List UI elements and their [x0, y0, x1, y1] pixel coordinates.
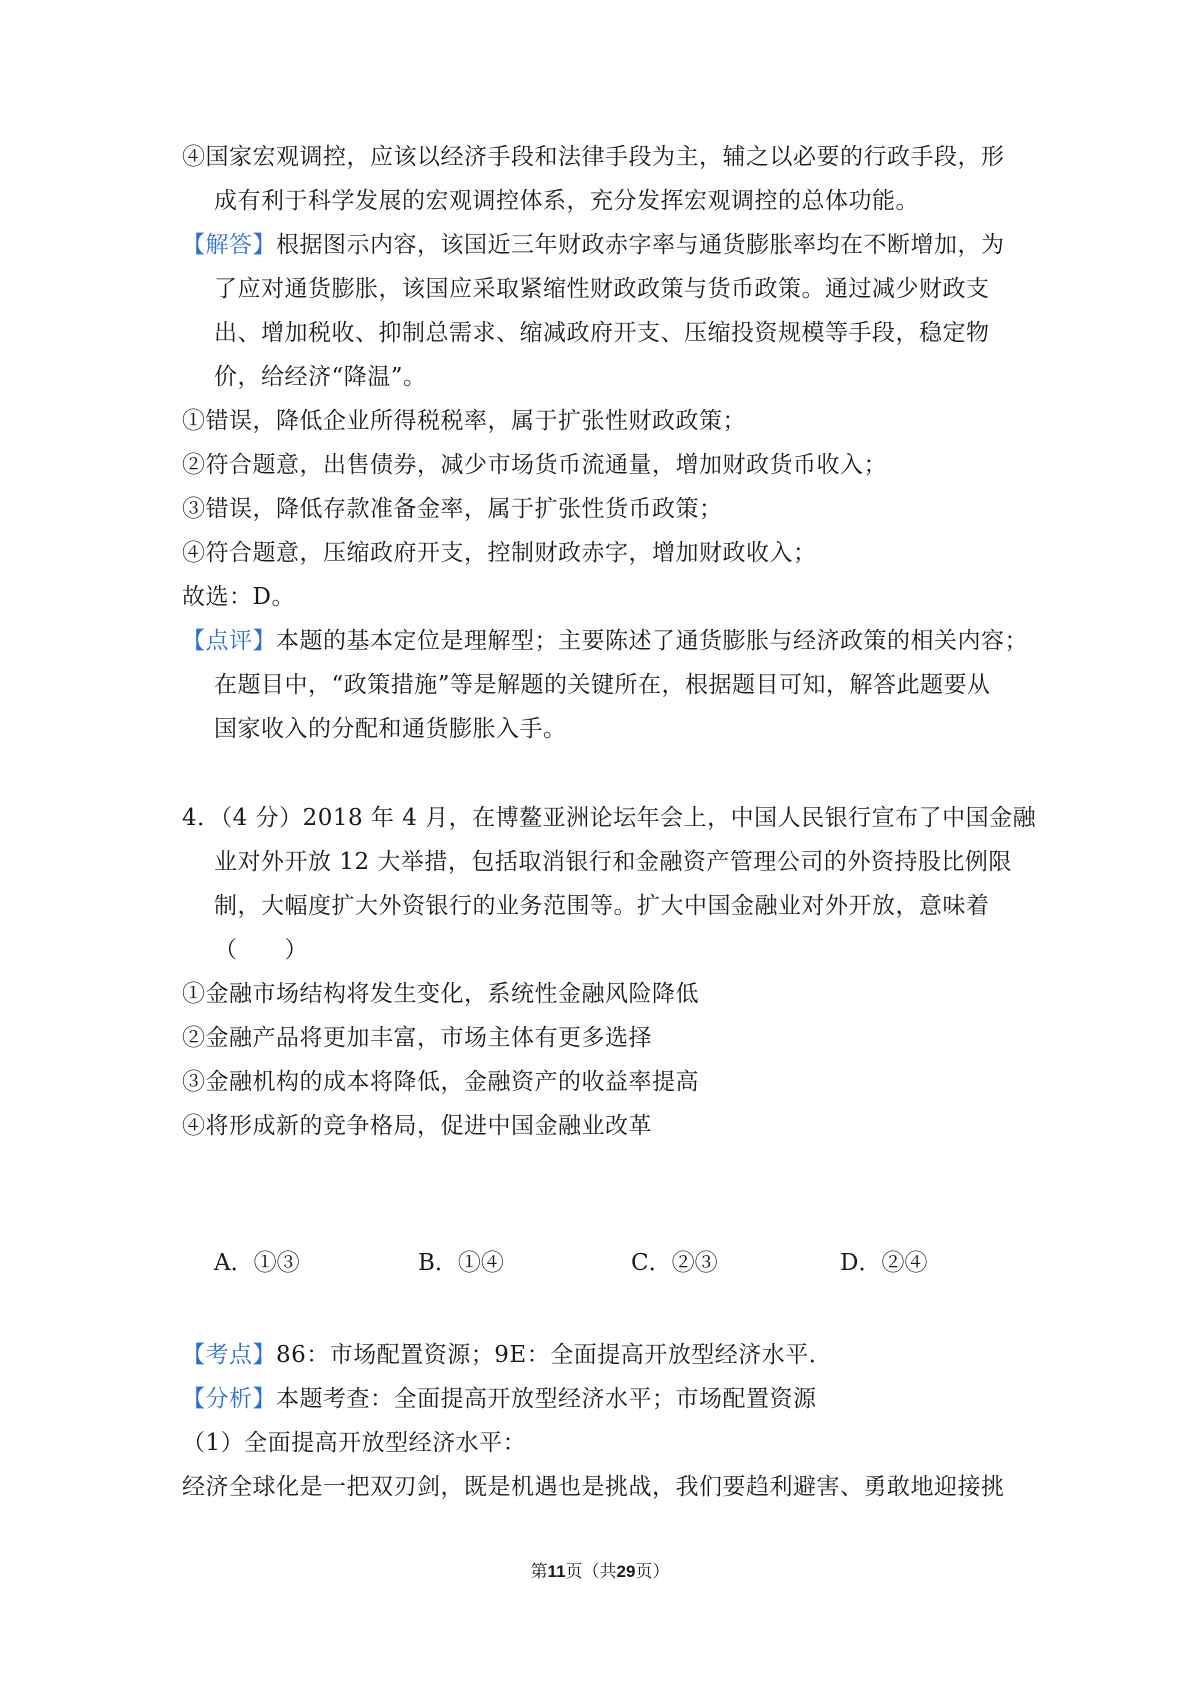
text-line: 在题目中，“政策措施”等是解题的关键所在，根据题目可知，解答此题要从 — [214, 672, 991, 698]
page-number: 11 — [547, 1562, 566, 1581]
keypoint-tag: 【考点】 — [182, 1342, 276, 1368]
text-line: ③错误，降低存款准备金率，属于扩张性货币政策； — [182, 496, 723, 522]
statement-2: ②金融产品将更加丰富，市场主体有更多选择 — [182, 1025, 652, 1051]
text-line: ④符合题意，压缩政府开支，控制财政赤字，增加财政收入； — [182, 540, 817, 566]
analysis-paragraph: 【分析】本题考查：全面提高开放型经济水平；市场配置资源 — [182, 1386, 817, 1412]
option-d: D．②④ — [840, 1250, 928, 1276]
text-line: 制，大幅度扩大外资银行的业务范围等。扩大中国金融业对外开放，意味着 — [214, 893, 990, 919]
statement-1: ①金融市场结构将发生变化，系统性金融风险降低 — [182, 981, 699, 1007]
text-line: 经济全球化是一把双刃剑，既是机遇也是挑战，我们要趋利避害、勇敢地迎接挑 — [182, 1474, 1005, 1500]
question-stem: 4．（4 分）2018 年 4 月，在博鳌亚洲论坛年会上，中国人民银行宣布了中国金融 — [182, 805, 1037, 831]
answer-paragraph: 【解答】根据图示内容，该国近三年财政赤字率与通货膨胀率均在不断增加，为 — [182, 232, 1005, 258]
total-pages: 29 — [616, 1562, 636, 1581]
text-line: 国家收入的分配和通货膨胀入手。 — [214, 716, 567, 742]
comment-paragraph: 【点评】本题的基本定位是理解型；主要陈述了通货膨胀与经济政策的相关内容； — [182, 628, 1028, 654]
text-line: 出、增加税收、抑制总需求、缩减政府开支、压缩投资规模等手段，稳定物 — [214, 320, 990, 346]
comment-tag: 【点评】 — [182, 628, 276, 654]
answer-blank: （ ） — [214, 937, 308, 963]
text-line: （1）全面提高开放型经济水平： — [182, 1430, 527, 1456]
text-line: 业对外开放 12 大举措，包括取消银行和金融资产管理公司的外资持股比例限 — [214, 849, 1012, 875]
statement-4: ④将形成新的竞争格局，促进中国金融业改革 — [182, 1113, 652, 1139]
text-line: ②符合题意，出售债券，减少市场货币流通量，增加财政货币收入； — [182, 452, 887, 478]
answer-choice: 故选：D。 — [182, 584, 295, 610]
keypoint-paragraph: 【考点】86：市场配置资源；9E：全面提高开放型经济水平． — [182, 1342, 833, 1368]
option-b: B．①④ — [418, 1250, 504, 1276]
analysis-tag: 【分析】 — [182, 1386, 276, 1412]
text-line: ④国家宏观调控，应该以经济手段和法律手段为主，辅之以必要的行政手段，形 — [182, 144, 1005, 170]
text-line: 价，给经济“降温”。 — [214, 364, 427, 390]
text-line: ①错误，降低企业所得税税率，属于扩张性财政政策； — [182, 408, 746, 434]
option-c: C．②③ — [631, 1250, 718, 1276]
page-footer: 第11页（共29页） — [530, 1562, 670, 1582]
text-line: 了应对通货膨胀，该国应采取紧缩性财政政策与货币政策。通过减少财政支 — [214, 276, 990, 302]
text-line: 成有利于科学发展的宏观调控体系，充分发挥宏观调控的总体功能。 — [214, 188, 919, 214]
option-a: A．①③ — [214, 1250, 300, 1276]
statement-3: ③金融机构的成本将降低，金融资产的收益率提高 — [182, 1069, 699, 1095]
answer-tag: 【解答】 — [182, 232, 276, 258]
